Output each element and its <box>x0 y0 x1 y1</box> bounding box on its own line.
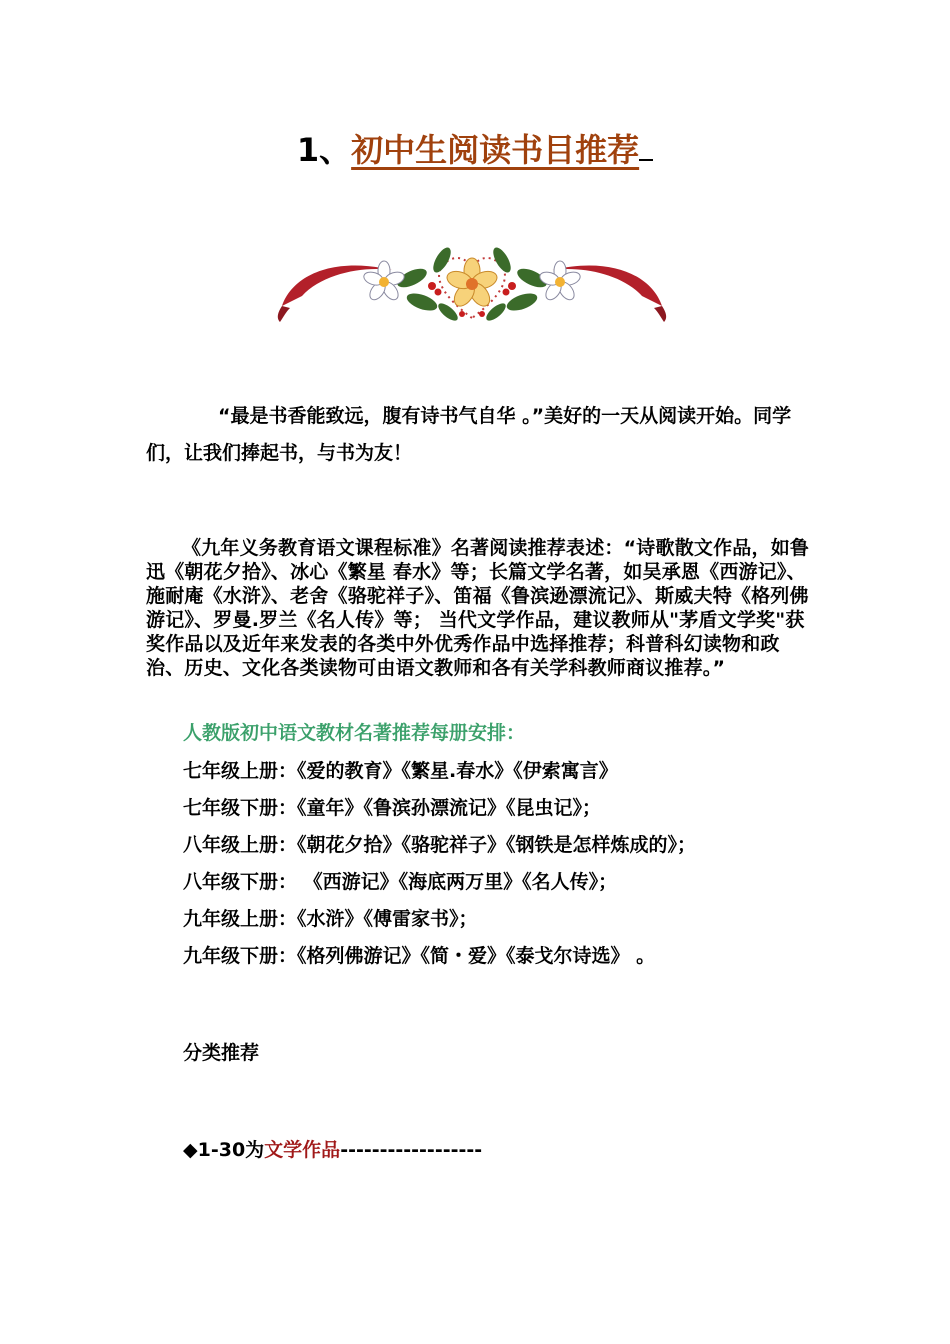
intro-paragraph: “最是书香能致远，腹有诗书气自华 。”美好的一天从阅读开始。同学们，让我们捧起书，与书为友！ <box>146 405 792 464</box>
literature-section-line <box>183 1137 482 1163</box>
grade-9-vol-2: 九年级下册：《格列佛游记》《简・爱》《泰戈尔诗选》 。 <box>183 945 656 967</box>
title-number: 1、 <box>296 131 352 169</box>
grade-7-vol-1: 七年级上册：《爱的教育》《繁星.春水》《伊索寓言》 <box>183 760 618 782</box>
title-underline-tail <box>639 129 653 161</box>
grade-8-vol-2: 八年级下册： 《西游记》《海底两万里》《名人传》； <box>183 871 618 893</box>
textbook-heading: 人教版初中语文教材名著推荐每册安排： <box>183 722 526 744</box>
floral-ribbon-banner <box>272 236 672 326</box>
grade-8-vol-1: 八年级上册：《朝花夕拾》《骆驼祥子》《钢铁是怎样炼成的》； <box>183 834 697 856</box>
curriculum-standard-paragraph: 《九年义务教育语文课程标准》名著阅读推荐表述：“诗歌散文作品，如鲁迅《朝花夕拾》、冰心《繁星 春水》等；长篇文学名著，如吴承恩《西游记》、施耐庵《水浒》、老舍《骆驼祥子》、笛福《鲁滨逊漂流记》、斯威夫特《格列佛游记》、罗曼.罗兰《名人传》等； 当代文学作品，建议教师从"茅盾文学奖"获奖作品以及近年来发表的各类中外优秀作品中选择推荐；科普科幻读物和政治、历史、文化各类读物可由语文教师和各有关学科教师商议推荐。” <box>146 537 810 679</box>
literature-prefix: ◆1-30为 <box>183 1139 265 1161</box>
page-title <box>0 128 950 172</box>
literature-label: 文学作品 <box>264 1139 341 1161</box>
grade-9-vol-1: 九年级上册：《水浒》《傅雷家书》； <box>183 908 478 930</box>
category-heading: 分类推荐 <box>183 1042 260 1064</box>
grade-7-vol-2: 七年级下册：《童年》《鲁滨孙漂流记》《昆虫记》； <box>183 797 602 819</box>
title-text: 初中生阅读书目推荐 <box>351 131 640 169</box>
literature-dashes: ------------------ <box>340 1139 483 1161</box>
